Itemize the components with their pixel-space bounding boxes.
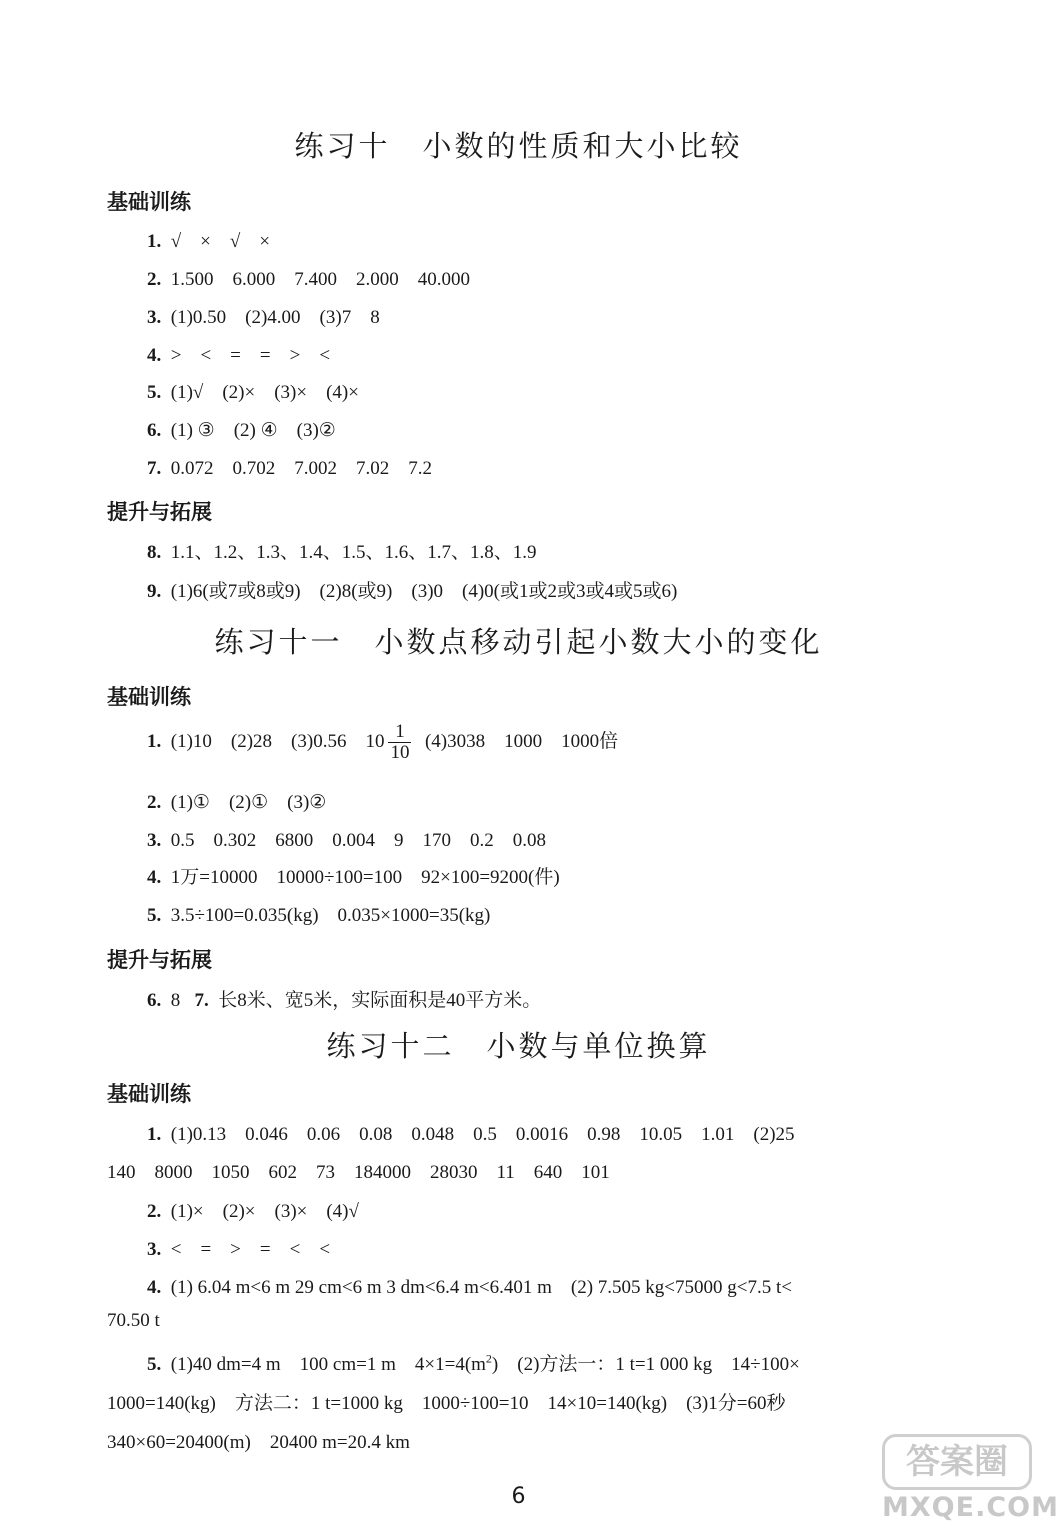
- s10-answer-1: [147, 226, 270, 253]
- answer-text: (1)0.13 0.046 0.06 0.08 0.048 0.5 0.0016 0.98 10.05 1.01 (2)25: [170, 1124, 795, 1145]
- answer-text: 0.5 0.302 6800 0.004 9 170 0.2 0.08: [170, 830, 547, 851]
- answer-text: < = > = < <: [170, 1239, 331, 1260]
- answer-number: 5.: [147, 1354, 162, 1375]
- s12-answer-5-continued: 1000=140(kg) 方法二：1 t=1000 kg 1000÷100=10 14×10=140(kg) (3)1分=60秒: [107, 1393, 786, 1414]
- answer-text: (1)√ (2)× (3)× (4)×: [170, 382, 359, 403]
- answer-number: 7.: [147, 458, 162, 479]
- fraction-denominator: 10: [390, 742, 410, 763]
- section-11-title: 练习十一 小数点移动引起小数大小的变化: [214, 625, 823, 659]
- answer-text: 0.072 0.702 7.002 7.02 7.2: [170, 458, 433, 479]
- s11-answer-2: [147, 787, 326, 814]
- s10-answer-7: [147, 453, 432, 480]
- s11-answer-1: [147, 722, 618, 763]
- answer-text: √ × √ ×: [170, 231, 271, 252]
- section-10-basic-heading: 基础训练: [107, 190, 191, 214]
- answer-number: 4.: [147, 345, 162, 366]
- answer-text: 8: [170, 990, 181, 1011]
- watermark-url: MXQE.COM: [882, 1492, 1059, 1523]
- answer-text: (1)6(或7或8或9) (2)8(或9) (3)0 (4)0(或1或2或3或4或5或6): [170, 581, 678, 602]
- s12-answer-4-continued: 70.50 t: [107, 1310, 160, 1331]
- s12-answer-3: [147, 1234, 330, 1261]
- s10-answer-4: [147, 340, 330, 367]
- answer-number: 4.: [147, 1277, 162, 1298]
- answer-text: ) (2)方法一：1 t=1 000 kg 14÷100×: [491, 1354, 800, 1375]
- section-11-basic-heading: 基础训练: [107, 685, 191, 709]
- s10-answer-8: [147, 537, 537, 564]
- s10-answer-9: [147, 576, 677, 603]
- superscript: 2: [485, 1351, 492, 1366]
- answer-number: 9.: [147, 581, 162, 602]
- answer-number: 2.: [147, 1201, 162, 1222]
- s11-answer-6-7: [147, 985, 541, 1012]
- answer-number: 1.: [147, 730, 162, 752]
- answer-number: 6.: [147, 420, 162, 441]
- page-number: 6: [511, 1484, 526, 1509]
- s10-answer-2: [147, 264, 470, 291]
- answer-text: 1.500 6.000 7.400 2.000 40.000: [170, 269, 471, 290]
- answer-text: (1) ③ (2) ④ (3)②: [170, 420, 336, 441]
- section-10-extension-heading: 提升与拓展: [107, 500, 212, 524]
- answer-number: 5.: [147, 382, 162, 403]
- answer-number: 8.: [147, 542, 162, 563]
- fraction-numerator: 1: [388, 722, 411, 743]
- s12-answer-5: [147, 1349, 800, 1376]
- s12-answer-5-continued-2: 340×60=20400(m) 20400 m=20.4 km: [107, 1432, 410, 1453]
- answer-number: 2.: [147, 269, 162, 290]
- answer-number: 2.: [147, 792, 162, 813]
- answer-text: 长8米、宽5米，实际面积是40平方米。: [218, 990, 542, 1011]
- answer-number: 3.: [147, 307, 162, 328]
- fraction: [388, 722, 411, 763]
- answer-number: 6.: [147, 990, 162, 1011]
- s10-answer-5: [147, 377, 359, 404]
- s10-answer-3: [147, 302, 380, 329]
- answer-text: (1)40 dm=4 m 100 cm=1 m 4×1=4(m: [170, 1354, 486, 1375]
- answer-number: 5.: [147, 905, 162, 926]
- s11-answer-3: [147, 825, 546, 852]
- section-12-title: 练习十二 小数与单位换算: [326, 1029, 711, 1063]
- answer-text: 1.1、1.2、1.3、1.4、1.5、1.6、1.7、1.8、1.9: [170, 542, 537, 563]
- section-10-title: 练习十 小数的性质和大小比较: [294, 129, 743, 163]
- answer-number: 3.: [147, 1239, 162, 1260]
- s11-answer-5: [147, 900, 490, 927]
- answer-number: 1.: [147, 231, 162, 252]
- s10-answer-6: [147, 415, 336, 442]
- answer-number: 3.: [147, 830, 162, 851]
- answer-number: 7.: [194, 990, 209, 1011]
- answer-text: 3.5÷100=0.035(kg) 0.035×1000=35(kg): [170, 905, 491, 926]
- answer-text: (1)× (2)× (3)× (4)√: [170, 1201, 359, 1222]
- answer-text: (1)0.50 (2)4.00 (3)7 8: [170, 307, 380, 328]
- answer-number: 1.: [147, 1124, 162, 1145]
- answer-text: (1) 6.04 m<6 m 29 cm<6 m 3 dm<6.4 m<6.401 m (2) 7.505 kg<75000 g<7.5 t<: [170, 1277, 792, 1298]
- s12-answer-2: [147, 1196, 359, 1223]
- section-11-extension-heading: 提升与拓展: [107, 948, 212, 972]
- watermark-logo: 答案圈: [882, 1434, 1032, 1490]
- answer-text: (4)3038 1000 1000倍: [424, 730, 619, 752]
- answer-text: 1万=10000 10000÷100=100 92×100=9200(件): [170, 867, 560, 888]
- s11-answer-4: [147, 862, 560, 889]
- s12-answer-1-continued: 140 8000 1050 602 73 184000 28030 11 640 101: [107, 1162, 610, 1183]
- section-12-basic-heading: 基础训练: [107, 1082, 191, 1106]
- s12-answer-4: [147, 1272, 792, 1299]
- watermark: [882, 1434, 1059, 1530]
- answer-text: (1)① (2)① (3)②: [170, 792, 327, 813]
- answer-text: > < = = > <: [170, 345, 331, 366]
- answer-text: (1)10 (2)28 (3)0.56 10: [170, 730, 385, 752]
- answer-number: 4.: [147, 867, 162, 888]
- s12-answer-1: [147, 1119, 795, 1146]
